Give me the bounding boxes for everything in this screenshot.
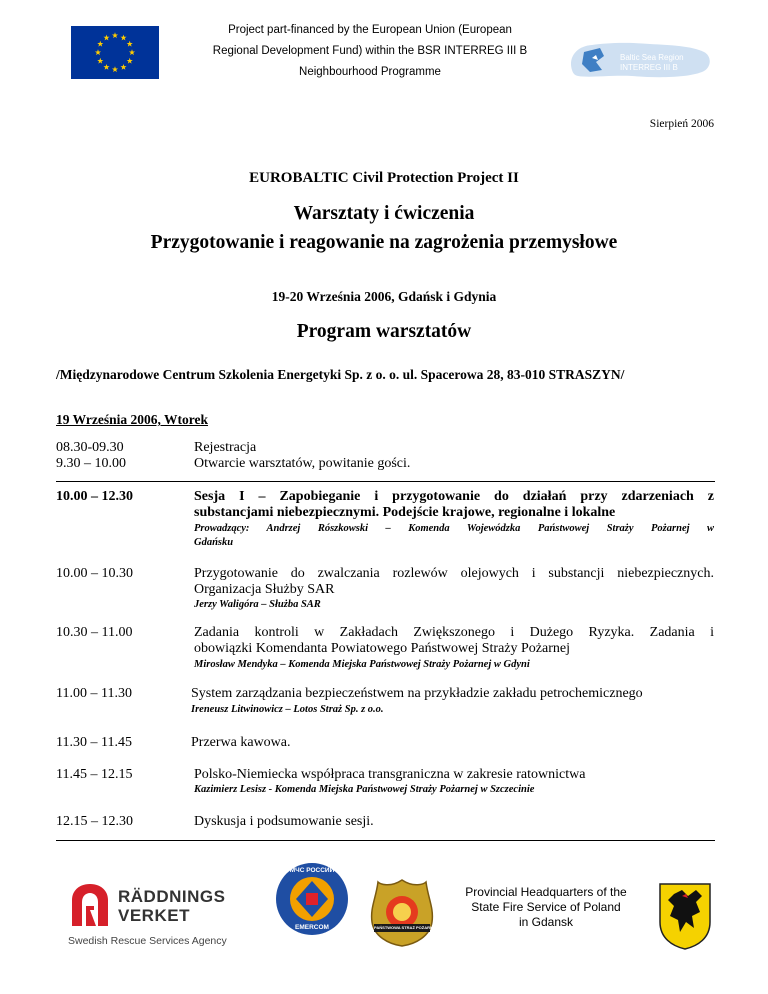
hq-line-2: State Fire Service of Poland [471, 900, 621, 914]
funding-line-3: Neighbourhood Programme [299, 66, 441, 78]
divider [56, 840, 715, 841]
divider [56, 481, 715, 482]
main-title-line-1: Warsztaty i ćwiczenia [293, 203, 475, 224]
time-slot: 11.45 – 12.15 [56, 767, 133, 782]
funding-line-1: Project part-financed by the European Union (European [228, 24, 512, 36]
session-item: Rejestracja [194, 440, 257, 455]
speaker: Jerzy Waligóra – Służba SAR [194, 599, 321, 610]
psp-fire-service-emblem [366, 878, 438, 948]
time-slot: 10.00 – 12.30 [56, 489, 133, 504]
hq-line-3: in Gdansk [518, 915, 574, 929]
raddnings-line1: RÄDDNINGS [118, 887, 226, 906]
document-date: Sierpień 2006 [649, 118, 714, 130]
funding-line-2: Regional Development Fund) within the BSR INTERREG III B [212, 45, 528, 57]
session-item: Przerwa kawowa. [191, 735, 291, 750]
project-title: EUROBALTIC Civil Protection Project II [249, 170, 519, 186]
session-item-line-1: Zadania kontroli w Zakładach Zwiększonego i Dużego Ryzyka. Zadania i [194, 625, 714, 640]
pomorskie-coat-of-arms [658, 882, 712, 950]
mchs-emercom-emblem [274, 857, 350, 941]
mchs-bottom-text: EMERCOM [295, 924, 329, 931]
provincial-hq-caption [448, 885, 644, 930]
time-slot: 9.30 – 10.00 [56, 456, 126, 471]
raddningsverket-logo [68, 882, 238, 952]
program-heading: Program warsztatów [296, 321, 472, 342]
time-slot: 10.30 – 11.00 [56, 625, 133, 640]
raddnings-line2: VERKET [118, 906, 190, 925]
main-title-line-2: Przygotowanie i reagowanie na zagrożenia przemysłowe [150, 232, 618, 253]
time-slot: 11.00 – 11.30 [56, 686, 132, 701]
session-title-line-2: substancjami niebezpiecznymi. Podejście krajowe, regionalne i lokalne [194, 505, 616, 520]
session-item-line-2: obowiązki Komendanta Powiatowego Państwowej Straży Pożarnej [194, 641, 570, 656]
session-item: Dyskusja i podsumowanie sesji. [194, 814, 374, 829]
time-slot: 11.30 – 11.45 [56, 735, 132, 750]
psp-band-text: PAŃSTWOWA STRAŻ POŻARNA [374, 925, 436, 930]
session-item: Otwarcie warsztatów, powitanie gości. [194, 456, 411, 471]
speaker: Kazimierz Lesisz - Komenda Miejska Państwowej Straży Pożarnej w Szczecinie [194, 784, 535, 795]
time-slot: 08.30-09.30 [56, 440, 124, 455]
session-item: System zarządzania bezpieczeństwem na przykładzie zakładu petrochemicznego [191, 686, 643, 701]
time-slot: 12.15 – 12.30 [56, 814, 133, 829]
bsr-interreg-logo [566, 40, 716, 82]
session-chair-line-2: Gdańsku [194, 537, 234, 548]
time-slot: 10.00 – 10.30 [56, 566, 133, 581]
session-chair-line-1: Prowadzący: Andrzej Rószkowski – Komenda Wojewódzka Państwowej Straży Pożarnej w [194, 523, 714, 534]
hq-line-1: Provincial Headquarters of the [465, 885, 627, 899]
session-item-line-1: Przygotowanie do zwalczania rozlewów olejowych i substancji niebezpiecznych. [194, 566, 714, 581]
bsr-logo-line2: INTERREG III B [620, 63, 678, 72]
speaker: Mirosław Mendyka – Komenda Miejska Państwowej Straży Pożarnej w Gdyni [194, 659, 530, 670]
speaker: Ireneusz Litwinowicz – Lotos Straż Sp. z o.o. [191, 704, 384, 715]
raddnings-subtitle: Swedish Rescue Services Agency [68, 935, 227, 947]
session-title-line-1: Sesja I – Zapobieganie i przygotowanie do działań przy zdarzeniach z [194, 489, 714, 504]
venue-line: /Międzynarodowe Centrum Szkolenia Energetyki Sp. z o. o. ul. Spacerowa 28, 83-010 STRASZYN/ [56, 367, 625, 382]
dates-place: 19-20 Września 2006, Gdańsk i Gdynia [271, 289, 497, 304]
day-heading: 19 Września 2006, Wtorek [56, 412, 209, 427]
session-item-line-2: Organizacja Służby SAR [194, 582, 335, 597]
bsr-logo-line1: Baltic Sea Region [620, 53, 684, 62]
eu-flag-logo [71, 26, 159, 79]
session-item: Polsko-Niemiecka współpraca transgraniczna w zakresie ratownictwa [194, 767, 586, 782]
mchs-top-text: МЧС РОССИИ [289, 867, 335, 874]
